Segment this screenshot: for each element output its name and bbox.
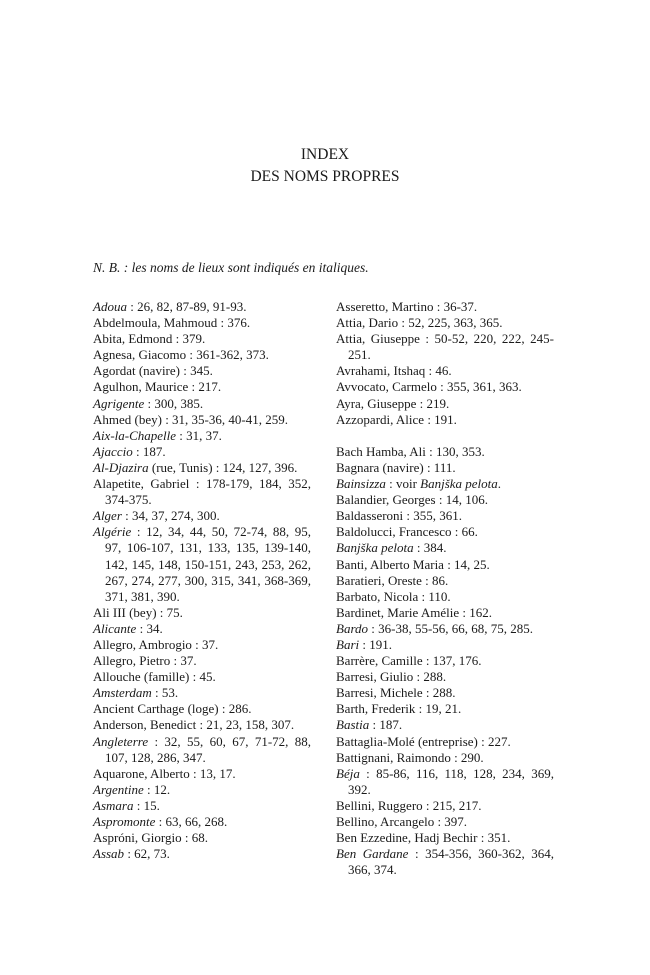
entry-text: Battaglia-Molé (entreprise) : 227. (336, 733, 511, 749)
entry-text: Balandier, Georges : 14, 106. (336, 492, 488, 508)
index-entry (93, 637, 311, 653)
index-entry (336, 396, 554, 412)
index-entry (336, 589, 554, 605)
index-entry (336, 524, 554, 540)
index-entry (93, 846, 311, 862)
entry-text: : 34. (136, 620, 163, 636)
index-entry (336, 798, 554, 814)
entry-text: Agnesa, Giacomo : 361-362, 373. (93, 347, 269, 363)
index-entry (93, 315, 311, 331)
entry-text: : 191. (359, 636, 392, 652)
index-entry (336, 557, 554, 573)
place-name: Aspromonte (93, 814, 156, 829)
place-name: Aix-la-Chapelle (93, 427, 177, 443)
index-entry (93, 379, 311, 395)
index-entry (93, 685, 311, 701)
index-entry (336, 492, 554, 508)
index-entry (93, 734, 311, 766)
entry-text: Azzopardi, Alice : 191. (336, 411, 457, 427)
place-name: Asmara (93, 797, 134, 813)
place-name: Béja (336, 765, 360, 781)
entry-text: : 300, 385. (144, 395, 204, 411)
index-entry (93, 396, 311, 412)
index-entry (93, 605, 311, 621)
index-entry (336, 315, 554, 331)
index-entry (336, 621, 554, 637)
entry-text: Ancient Carthage (loge) : 286. (93, 701, 252, 717)
entry-text: : 354-356, 360-362, 364, 366, 374. (348, 846, 554, 878)
index-entry (93, 508, 311, 524)
index-entry (93, 701, 311, 717)
index-entry (93, 476, 311, 508)
entry-text: : 187. (369, 717, 403, 733)
entry-text: : 187. (132, 443, 166, 459)
index-entry (93, 524, 311, 604)
place-name: Assab (93, 846, 125, 862)
entry-text: Barresi, Giulio : 288. (336, 669, 447, 685)
index-entry (93, 766, 311, 782)
place-name: Bari (336, 636, 360, 652)
entry-text: Aquarone, Alberto : 13, 17. (93, 765, 236, 781)
entry-text: : 62, 73. (124, 846, 170, 862)
index-entry (336, 830, 554, 846)
entry-text: Agulhon, Maurice : 217. (93, 379, 222, 395)
entry-text: Barbato, Nicola : 110. (336, 588, 451, 604)
index-entry (336, 637, 554, 653)
entry-text: : 53. (151, 685, 179, 701)
index-entry (336, 717, 554, 733)
place-name: Ben Gardane (336, 846, 409, 862)
index-entry (336, 460, 554, 476)
entry-text: : 34, 37, 274, 300. (121, 508, 220, 524)
index-entry (93, 782, 311, 798)
index-entry (336, 701, 554, 717)
entry-text: : 12. (143, 781, 171, 797)
entry-text: Baldolucci, Francesco : 66. (336, 524, 478, 540)
entry-text: Attia, Giuseppe : 50-52, 220, 222, 245-251. (336, 331, 554, 363)
place-name: Bainsizza (336, 476, 386, 492)
entry-text: : 31, 37. (176, 427, 222, 443)
index-column-left (93, 299, 311, 862)
index-entry (336, 299, 554, 315)
index-entry (93, 299, 311, 315)
index-entry (93, 798, 311, 814)
entry-text: Barrère, Camille : 137, 176. (336, 653, 482, 669)
entry-text: Ben Ezzedine, Hadj Bechir : 351. (336, 830, 511, 846)
index-entry (93, 717, 311, 733)
entry-text: Banti, Alberto Maria : 14, 25. (336, 556, 490, 572)
place-name: Alicante (93, 620, 137, 636)
index-entry (93, 460, 311, 476)
entry-text: Agordat (navire) : 345. (93, 363, 213, 379)
entry-text: : voir (385, 476, 421, 492)
place-name: Bastia (336, 717, 370, 733)
entry-text: . (497, 476, 502, 492)
index-entry (336, 363, 554, 379)
entry-text: Ayra, Giuseppe : 219. (336, 395, 450, 411)
index-entry (93, 347, 311, 363)
index-entry (336, 444, 554, 460)
entry-text: : 36-38, 55-56, 66, 68, 75, 285. (368, 620, 534, 636)
index-entry (93, 621, 311, 637)
entry-text: (rue, Tunis) : 124, 127, 396. (148, 459, 298, 475)
index-entry (93, 412, 311, 428)
index-entry (336, 605, 554, 621)
entry-text: Baldasseroni : 355, 361. (336, 508, 463, 524)
place-name: Ajaccio (93, 443, 133, 459)
index-entry (336, 766, 554, 798)
place-name: Alger (93, 508, 122, 524)
place-name: Bardo (336, 620, 369, 636)
entry-text: Ahmed (bey) : 31, 35-36, 40-41, 259. (93, 411, 288, 427)
index-entry (93, 669, 311, 685)
index-entry (93, 363, 311, 379)
entry-text: : 15. (133, 797, 160, 813)
index-entry (336, 734, 554, 750)
entry-text: Allegro, Ambrogio : 37. (93, 636, 219, 652)
index-entry (336, 379, 554, 395)
entry-text: Bardinet, Marie Amélie : 162. (336, 604, 492, 620)
index-entry (336, 508, 554, 524)
place-name: Algérie (93, 524, 132, 540)
entry-text: Ali III (bey) : 75. (93, 604, 183, 620)
index-entry (336, 685, 554, 701)
entry-text: Alapetite, Gabriel : 178-179, 184, 352, 374-375. (93, 476, 311, 508)
entry-text: Bellini, Ruggero : 215, 217. (336, 797, 482, 813)
place-name: Angleterre (93, 733, 149, 749)
place-name: Argentine (93, 781, 144, 797)
entry-text: Allegro, Pietro : 37. (93, 653, 197, 669)
index-entry (93, 814, 311, 830)
entry-text: Avvocato, Carmelo : 355, 361, 363. (336, 379, 522, 395)
entry-text: Barth, Frederik : 19, 21. (336, 701, 462, 717)
index-entry (93, 653, 311, 669)
index-entry (93, 444, 311, 460)
entry-text: Abdelmoula, Mahmoud : 376. (93, 315, 251, 331)
index-column-right (336, 299, 554, 878)
place-name: Banjška pelota (420, 476, 498, 492)
index-entry (336, 653, 554, 669)
index-entry (336, 814, 554, 830)
index-entry (93, 428, 311, 444)
entry-text: : 384. (413, 540, 447, 556)
letter-section-gap (336, 428, 554, 444)
index-title (0, 144, 650, 188)
entry-text: Bellino, Arcangelo : 397. (336, 814, 468, 829)
place-name: Agrigente (93, 395, 145, 411)
place-name: Banjška pelota (336, 540, 414, 556)
entry-text: Anderson, Benedict : 21, 23, 158, 307. (93, 717, 295, 733)
entry-text: Allouche (famille) : 45. (93, 669, 216, 685)
entry-text: Asseretto, Martino : 36-37. (336, 299, 478, 314)
entry-text: Baratieri, Oreste : 86. (336, 572, 449, 588)
index-entry (93, 331, 311, 347)
index-title-line-1: INDEX (300, 146, 350, 163)
index-entry (336, 476, 554, 492)
index-entry (336, 669, 554, 685)
entry-text: Battignani, Raimondo : 290. (336, 749, 484, 765)
entry-text: Attia, Dario : 52, 225, 363, 365. (336, 315, 503, 331)
entry-text: Abita, Edmond : 379. (93, 331, 206, 347)
place-name: Adoua (93, 299, 127, 314)
entry-text: Aspróni, Giorgio : 68. (93, 830, 208, 846)
entry-text: : 63, 66, 268. (155, 814, 228, 829)
index-entry (336, 846, 554, 878)
entry-text: Bach Hamba, Ali : 130, 353. (336, 443, 485, 459)
entry-text: Barresi, Michele : 288. (336, 685, 456, 701)
index-entry (336, 573, 554, 589)
index-entry (336, 750, 554, 766)
entry-text: : 32, 55, 60, 67, 71-72, 88, 107, 128, 286, 347. (105, 733, 311, 765)
entry-text: : 26, 82, 87-89, 91-93. (126, 299, 247, 314)
place-name: Al-Djazira (93, 459, 149, 475)
entry-text: : 85-86, 116, 118, 128, 234, 369, 392. (348, 765, 554, 797)
place-name: Amsterdam (93, 685, 152, 701)
entry-text: : 12, 34, 44, 50, 72-74, 88, 95, 97, 106-107, 131, 133, 135, 139-140, 142, 145, 148, 150-151, 243, 253, 262, 267, 274, 277, 300, 315, 341, 368-369, 371, 381, 390. (105, 524, 311, 604)
index-entry (336, 540, 554, 556)
entry-text: Bagnara (navire) : 111. (336, 459, 456, 475)
index-entry (93, 830, 311, 846)
entry-text: Avrahami, Itshaq : 46. (336, 363, 452, 379)
index-entry (336, 412, 554, 428)
index-entry (336, 331, 554, 363)
index-title-line-2: DES NOMS PROPRES (250, 168, 400, 185)
editorial-note: N. B. : les noms de lieux sont indiqués en italiques. (93, 260, 369, 275)
